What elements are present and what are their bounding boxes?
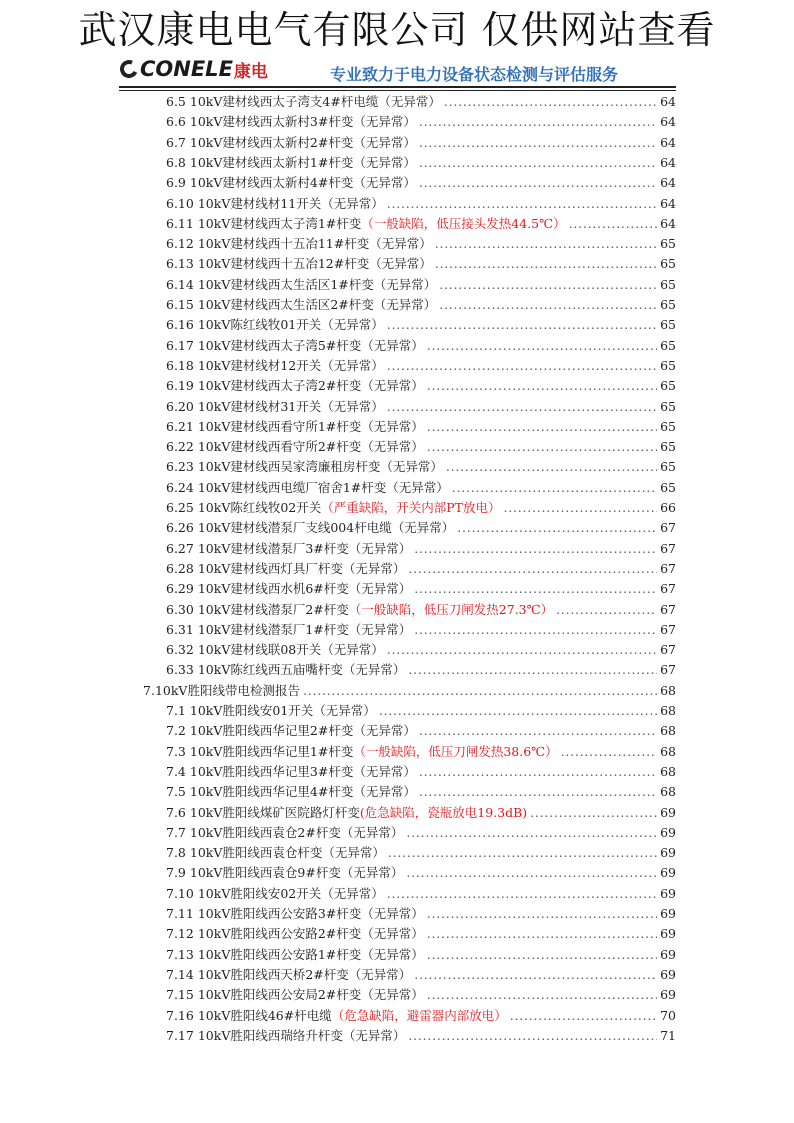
toc-dot-leader: [419, 153, 657, 173]
toc-entry-number: 7.7: [166, 824, 186, 840]
toc-entry-number: 7.15: [166, 987, 194, 1003]
toc-entry-page-number: 67: [660, 540, 676, 556]
toc-dot-leader: [387, 397, 657, 417]
toc-entry-page-number: 66: [660, 500, 676, 515]
toc-entry-title: 10kV胜阳线西袁仓2#杆变（无异常）: [189, 824, 404, 840]
toc-entry[interactable]: [166, 660, 676, 680]
toc-entry-title: 10kV建材线西太子湾5#杆变（无异常）: [197, 337, 424, 353]
toc-entry-title: 10kV建材线西看守所2#杆变（无异常）: [197, 439, 424, 455]
toc-entry-number: 7.13: [166, 946, 194, 962]
toc-entry[interactable]: [166, 336, 676, 356]
toc-entry[interactable]: [166, 863, 676, 883]
toc-entry-number: 6.27: [166, 540, 194, 556]
toc-entry-number: 6.11: [166, 215, 194, 231]
toc-dot-leader: [419, 762, 657, 782]
toc-entry[interactable]: [166, 437, 676, 457]
toc-entry-number: 7.16: [166, 1007, 194, 1023]
toc-dot-leader: [408, 559, 657, 579]
toc-entry-number: 6.28: [166, 560, 194, 576]
toc-entry-page-number: 67: [660, 642, 676, 658]
toc-entry[interactable]: [143, 681, 676, 701]
toc-entry-number: 7.4: [166, 763, 186, 779]
toc-entry-page-number: 68: [660, 743, 676, 759]
toc-entry-title: 10kV胜阳线西公安局2#杆变（无异常）: [197, 987, 424, 1003]
toc-entry-page-number: 68: [660, 682, 676, 698]
toc-dot-leader: [444, 92, 657, 112]
toc-entry-page-number: 69: [660, 987, 676, 1003]
toc-entry-page-number: 69: [660, 926, 676, 942]
toc-entry[interactable]: [166, 884, 676, 904]
toc-entry-title: 10kV建材线西吴家湾廉租房杆变（无异常）: [197, 459, 443, 475]
toc-dot-leader: [435, 234, 657, 254]
toc-entry[interactable]: [166, 1026, 676, 1046]
toc-entry-number: 6.22: [166, 439, 194, 455]
toc-entry-title: 10kV胜阳线西华记里2#杆变（无异常）: [189, 723, 416, 739]
toc-entry[interactable]: [166, 985, 676, 1005]
toc-entry-title: 10kV建材线材12开关（无异常）: [197, 357, 384, 373]
toc-dot-leader: [427, 437, 657, 457]
toc-entry[interactable]: [166, 295, 676, 315]
toc-entry-title: 10kV建材线西电缆厂宿舍1#杆变（无异常）: [197, 479, 449, 495]
toc-entry-title: 10kV建材线材31开关（无异常）: [197, 398, 384, 414]
toc-entry[interactable]: [166, 559, 676, 579]
toc-entry-defect-note: （一般缺陷，低压接头发热44.5℃）: [361, 215, 566, 231]
toc-entry-number: 6.31: [166, 621, 194, 637]
toc-entry-page-number: 67: [660, 662, 676, 678]
toc-dot-leader: [408, 1026, 657, 1046]
toc-dot-leader: [387, 194, 657, 214]
toc-entry-title: 10kV胜阳线西瑞络升杆变（无异常）: [197, 1027, 406, 1043]
toc-dot-leader: [427, 417, 657, 437]
toc-entry[interactable]: [166, 376, 676, 396]
toc-entry-page-number: 68: [660, 763, 676, 779]
toc-entry-title: 10kV胜阳线西袁仓杆变（无异常）: [189, 845, 385, 861]
toc-entry-page-number: 64: [660, 134, 676, 150]
toc-entry-title: 10kV胜阳线西公安路1#杆变（无异常）: [197, 946, 424, 962]
toc-entry-title: 10kV胜阳线煤矿医院路灯杆变: [189, 804, 360, 820]
page-header-title: 武汉康电电气有限公司 仅供网站查看: [78, 8, 716, 52]
toc-entry-page-number: 65: [660, 337, 676, 353]
toc-entry-title: 10kV胜阳线西公安路3#杆变（无异常）: [197, 906, 424, 921]
toc-dot-leader: [427, 336, 657, 356]
toc-dot-leader: [414, 620, 657, 640]
toc-entry-title: 10kV陈红线牧02开关: [197, 500, 322, 515]
toc-entry[interactable]: [166, 275, 676, 295]
toc-entry[interactable]: [166, 194, 676, 214]
toc-entry-title: 10kV建材线西太子湾2#杆变（无异常）: [197, 378, 424, 394]
logo-c-icon: [117, 57, 140, 80]
toc-entry-page-number: 64: [660, 114, 676, 130]
toc-entry-page-number: 69: [660, 906, 676, 921]
toc-entry-number: 7.8: [166, 845, 186, 861]
toc-entry[interactable]: [166, 1006, 676, 1026]
toc-entry-number: 7.: [143, 682, 155, 698]
toc-entry-title: 10kV胜阳线西华记里1#杆变: [189, 743, 354, 759]
toc-entry-number: 6.21: [166, 418, 194, 434]
toc-entry[interactable]: [166, 457, 676, 477]
toc-entry-number: 6.13: [166, 256, 194, 272]
toc-entry-page-number: 65: [660, 418, 676, 434]
toc-entry-title: 10kV建材线西太新村4#杆变（无异常）: [189, 175, 416, 191]
toc-dot-leader: [556, 600, 657, 620]
toc-entry[interactable]: [166, 742, 676, 762]
toc-dot-leader: [446, 457, 657, 477]
toc-entry-number: 6.16: [166, 317, 194, 333]
toc-entry-page-number: 65: [660, 398, 676, 414]
toc-entry-number: 6.25: [166, 500, 194, 515]
toc-dot-leader: [427, 904, 657, 924]
company-slogan: 专业致力于电力设备状态检测与评估服务: [330, 65, 619, 84]
toc-entry-title: 10kV陈红线西五庙嘴杆变（无异常）: [197, 662, 406, 678]
toc-dot-leader: [387, 640, 657, 660]
toc-entry-number: 6.6: [166, 114, 186, 130]
toc-entry-number: 7.9: [166, 865, 186, 881]
toc-entry-defect-note: （一般缺陷，低压刀闸发热38.6℃）: [353, 743, 558, 759]
toc-dot-leader: [414, 579, 657, 599]
toc-entry-defect-note: （一般缺陷，低压刀闸发热27.3℃）: [348, 601, 554, 617]
toc-entry[interactable]: [166, 498, 676, 518]
toc-dot-leader: [408, 660, 657, 680]
toc-dot-leader: [530, 803, 657, 823]
toc-entry-title: 10kV建材线西水机6#杆变（无异常）: [197, 581, 412, 597]
toc-dot-leader: [439, 295, 657, 315]
toc-entry-title: 10kV胜阳线西天桥2#杆变（无异常）: [197, 966, 412, 982]
toc-entry-page-number: 65: [660, 439, 676, 455]
toc-entry[interactable]: [166, 823, 676, 843]
toc-entry-number: 6.9: [166, 175, 186, 191]
toc-dot-leader: [510, 1006, 657, 1026]
toc-entry-page-number: 71: [660, 1027, 676, 1043]
toc-entry[interactable]: [166, 762, 676, 782]
toc-dot-leader: [387, 884, 657, 904]
toc-entry-page-number: 65: [660, 378, 676, 394]
toc-entry[interactable]: [166, 153, 676, 173]
toc-entry[interactable]: [166, 640, 676, 660]
toc-dot-leader: [419, 173, 657, 193]
toc-dot-leader: [504, 498, 657, 518]
toc-entry[interactable]: [166, 600, 676, 620]
toc-entry-title: 10kV胜阳线安01开关（无异常）: [189, 703, 376, 718]
toc-entry-title: 10kV建材线西看守所1#杆变（无异常）: [197, 418, 424, 434]
toc-entry-defect-note: （危急缺陷，避雷器内部放电）: [331, 1007, 507, 1023]
toc-entry-number: 6.8: [166, 154, 186, 170]
toc-entry[interactable]: [166, 356, 676, 376]
toc-entry-page-number: 64: [660, 175, 676, 191]
toc-dot-leader: [414, 539, 657, 559]
toc-entry-title: 10kV建材线西太新村3#杆变（无异常）: [189, 114, 416, 130]
toc-entry-number: 6.15: [166, 297, 194, 312]
toc-dot-leader: [427, 985, 657, 1005]
company-logo: [120, 56, 268, 82]
toc-dot-leader: [419, 133, 657, 153]
toc-dot-leader: [427, 945, 657, 965]
toc-entry[interactable]: [166, 234, 676, 254]
toc-entry-number: 7.6: [166, 804, 186, 820]
toc-dot-leader: [457, 518, 657, 538]
toc-dot-leader: [419, 112, 657, 132]
toc-entry-title: 10kV胜阳线西华记里4#杆变（无异常）: [189, 784, 416, 800]
toc-entry[interactable]: [166, 112, 676, 132]
toc-entry-page-number: 69: [660, 845, 676, 861]
toc-entry[interactable]: [166, 904, 676, 924]
toc-dot-leader: [406, 823, 657, 843]
toc-entry-title: 10kV建材线潜泵厂1#杆变（无异常）: [197, 621, 412, 637]
toc-dot-leader: [561, 742, 657, 762]
toc-entry-title: 10kV建材线西十五冶11#杆变（无异常）: [197, 236, 432, 252]
toc-dot-leader: [439, 275, 657, 295]
toc-entry-number: 7.2: [166, 723, 186, 739]
toc-entry-number: 7.10: [166, 885, 194, 901]
toc-entry-page-number: 68: [660, 784, 676, 800]
toc-entry[interactable]: [166, 721, 676, 741]
toc-entry-number: 7.3: [166, 743, 186, 759]
toc-entry-title: 10kV建材线潜泵厂3#杆变（无异常）: [197, 540, 412, 556]
toc-entry-title: 10kV建材线西太新村2#杆变（无异常）: [189, 134, 416, 150]
toc-entry-number: 6.7: [166, 134, 186, 150]
toc-entry-page-number: 65: [660, 236, 676, 252]
toc-entry[interactable]: [166, 843, 676, 863]
toc-entry-page-number: 65: [660, 276, 676, 292]
toc-entry-title: 10kV胜阳线西公安路2#杆变（无异常）: [197, 926, 424, 942]
toc-entry-title: 10kV胜阳线带电检测报告: [154, 682, 300, 698]
toc-entry-page-number: 65: [660, 479, 676, 495]
toc-entry-number: 6.10: [166, 195, 194, 211]
toc-entry-number: 7.5: [166, 784, 186, 800]
toc-entry-title: 10kV胜阳线46#杆电缆: [197, 1007, 332, 1023]
toc-entry-title: 10kV建材线西太新村1#杆变（无异常）: [189, 154, 416, 170]
toc-entry-number: 7.14: [166, 966, 194, 982]
toc-entry-page-number: 65: [660, 256, 676, 272]
toc-entry[interactable]: [166, 173, 676, 193]
toc-entry-page-number: 64: [660, 195, 676, 211]
toc-entry-page-number: 68: [660, 723, 676, 739]
toc-entry-number: 7.1: [166, 703, 186, 718]
toc-entry-page-number: 67: [660, 601, 676, 617]
toc-entry-number: 6.32: [166, 642, 194, 658]
toc-entry-number: 6.24: [166, 479, 194, 495]
toc-entry-title: 10kV陈红线牧01开关（无异常）: [197, 317, 384, 333]
toc-entry-defect-note: （严重缺陷，开关内部PT放电）: [321, 500, 501, 515]
toc-entry-number: 6.19: [166, 378, 194, 394]
toc-entry-number: 7.17: [166, 1027, 194, 1043]
toc-entry-number: 6.26: [166, 520, 194, 536]
toc-entry-number: 6.12: [166, 236, 194, 252]
toc-entry-number: 7.12: [166, 926, 194, 942]
toc-entry[interactable]: [166, 254, 676, 274]
toc-entry-page-number: 69: [660, 966, 676, 982]
toc-entry-number: 6.5: [166, 94, 186, 109]
toc-dot-leader: [387, 315, 657, 335]
toc-entry[interactable]: [166, 965, 676, 985]
toc-dot-leader: [387, 356, 657, 376]
toc-entry[interactable]: [166, 417, 676, 437]
toc-dot-leader: [406, 863, 657, 883]
toc-dot-leader: [388, 843, 657, 863]
toc-entry-title: 10kV建材线潜泵厂支线004杆电缆（无异常）: [197, 520, 455, 536]
toc-entry-number: 6.18: [166, 357, 194, 373]
toc-dot-leader: [569, 214, 657, 234]
toc-entry[interactable]: [166, 92, 676, 112]
toc-entry[interactable]: [166, 518, 676, 538]
toc-entry-title: 10kV建材线西太子湾1#杆变: [197, 215, 362, 231]
toc-entry[interactable]: [166, 701, 676, 721]
toc-entry-page-number: 69: [660, 885, 676, 901]
toc-entry-page-number: 67: [660, 621, 676, 637]
toc-entry-page-number: 64: [660, 215, 676, 231]
toc-entry[interactable]: [166, 397, 676, 417]
toc-entry-defect-note: (危急缺陷，瓷瓶放电19.3dB): [359, 804, 528, 820]
toc-entry-number: 6.33: [166, 662, 194, 678]
toc-entry[interactable]: [166, 945, 676, 965]
toc-entry-title: 10kV建材线西十五冶12#杆变（无异常）: [197, 256, 432, 272]
header-rule-thick: [119, 86, 676, 88]
toc-entry-number: 6.20: [166, 398, 194, 414]
toc-dot-leader: [427, 924, 657, 944]
toc-entry-page-number: 70: [660, 1007, 676, 1023]
toc-entry[interactable]: [166, 539, 676, 559]
toc-dot-leader: [419, 721, 657, 741]
toc-entry-title: 10kV建材线西太生活区2#杆变（无异常）: [197, 297, 437, 312]
toc-entry-page-number: 65: [660, 297, 676, 312]
toc-entry-number: 7.11: [166, 906, 194, 921]
toc-entry-title: 10kV胜阳线西袁仓9#杆变（无异常）: [189, 865, 404, 881]
toc-entry[interactable]: [166, 782, 676, 802]
toc-entry-page-number: 67: [660, 520, 676, 536]
logo-cn-text: 康电: [233, 61, 268, 82]
toc-entry[interactable]: [166, 315, 676, 335]
toc-entry-page-number: 64: [660, 94, 676, 109]
toc-dot-leader: [435, 254, 657, 274]
toc-entry-title: 10kV建材线潜泵厂2#杆变: [197, 601, 349, 617]
toc-dot-leader: [419, 782, 657, 802]
toc-entry-page-number: 69: [660, 946, 676, 962]
toc-dot-leader: [414, 965, 657, 985]
toc-entry-number: 6.17: [166, 337, 194, 353]
toc-entry-page-number: 69: [660, 865, 676, 881]
toc-dot-leader: [379, 701, 657, 721]
toc-entry-page-number: 64: [660, 154, 676, 170]
toc-entry-title: 10kV建材线西太生活区1#杆变（无异常）: [197, 276, 437, 292]
toc-entry-number: 6.14: [166, 276, 194, 292]
toc-entry-title: 10kV建材线西灯具厂杆变（无异常）: [197, 560, 406, 576]
toc-entry[interactable]: [166, 579, 676, 599]
toc-entry-title: 10kV胜阳线安02开关（无异常）: [197, 885, 384, 901]
toc-entry[interactable]: [166, 803, 676, 823]
toc-entry-title: 10kV建材线西太子湾支4#杆电缆（无异常）: [189, 94, 441, 109]
toc-entry[interactable]: [166, 214, 676, 234]
toc-entry-number: 6.29: [166, 581, 194, 597]
toc-entry-page-number: 68: [660, 703, 676, 718]
toc-entry-page-number: 67: [660, 581, 676, 597]
toc-entry-page-number: 69: [660, 824, 676, 840]
toc-entry-title: 10kV建材线联08开关（无异常）: [197, 642, 384, 658]
logo-text: CONELE: [140, 57, 233, 81]
toc-dot-leader: [303, 681, 657, 701]
toc-entry-page-number: 69: [660, 804, 676, 820]
toc-entry-page-number: 67: [660, 560, 676, 576]
toc-entry-title: 10kV建材线材11开关（无异常）: [197, 195, 384, 211]
toc-entry-title: 10kV胜阳线西华记里3#杆变（无异常）: [189, 763, 416, 779]
toc-dot-leader: [427, 376, 657, 396]
header-rule-thin: [119, 90, 676, 91]
toc-entry-number: 6.30: [166, 601, 194, 617]
toc-entry[interactable]: [166, 133, 676, 153]
toc-entry-page-number: 65: [660, 317, 676, 333]
toc-entry[interactable]: [166, 620, 676, 640]
toc-entry-page-number: 65: [660, 357, 676, 373]
toc-entry-page-number: 65: [660, 459, 676, 475]
toc-dot-leader: [452, 478, 657, 498]
toc-entry[interactable]: [166, 924, 676, 944]
toc-entry-number: 6.23: [166, 459, 194, 475]
toc-entry[interactable]: [166, 478, 676, 498]
